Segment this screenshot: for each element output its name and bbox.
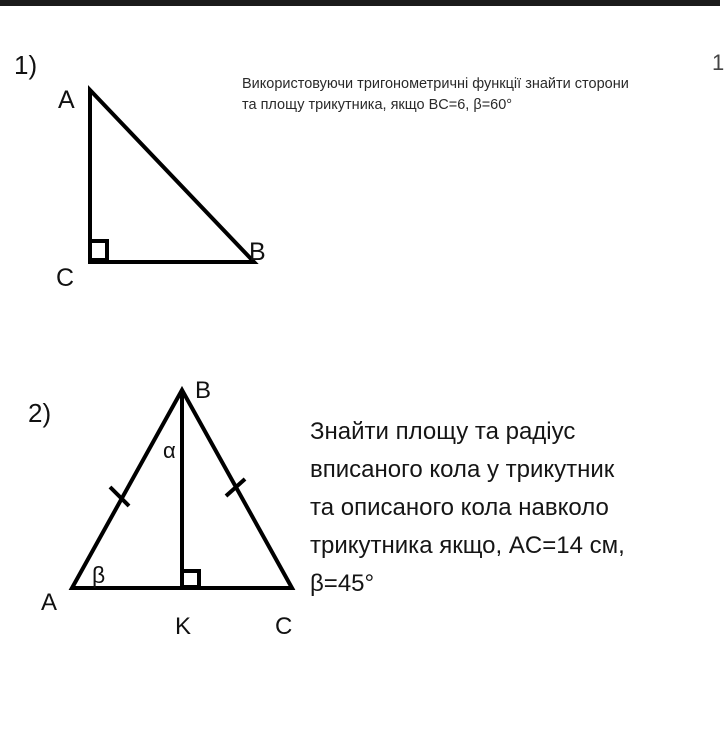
- vertex-A-label-2: A: [41, 589, 58, 616]
- cut-off-page-mark: 1: [712, 50, 724, 75]
- problem-2-number: 2): [28, 398, 52, 428]
- vertex-A-label-1: A: [58, 86, 75, 114]
- problem-1-number: 1): [14, 50, 38, 80]
- vertex-B-label-2: B: [195, 377, 212, 404]
- vertex-B-label-1: B: [249, 238, 266, 266]
- equal-side-tick-BC: [226, 479, 245, 496]
- angle-alpha-label: α: [163, 438, 176, 463]
- problem-1-text: Використовуючи тригонометричні функції знайти сторони та площу трикутника, якщо BC=6, β=60°: [242, 76, 629, 113]
- point-K-label: K: [175, 613, 192, 640]
- problem-2-text: Знайти площу та радіус вписаного кола у трикутник та описаного кола навколо трикутника якщо, AC=14 см, β=45°: [310, 418, 625, 597]
- angle-beta-label: β: [92, 562, 106, 588]
- right-angle-marker-2: [182, 571, 199, 587]
- triangle-1-outline: [90, 90, 254, 262]
- triangle-2: [41, 377, 292, 640]
- right-angle-marker-1: [90, 241, 107, 260]
- vertex-C-label-2: C: [275, 613, 293, 640]
- triangle-1: [56, 86, 266, 292]
- vertex-C-label-1: C: [56, 264, 75, 292]
